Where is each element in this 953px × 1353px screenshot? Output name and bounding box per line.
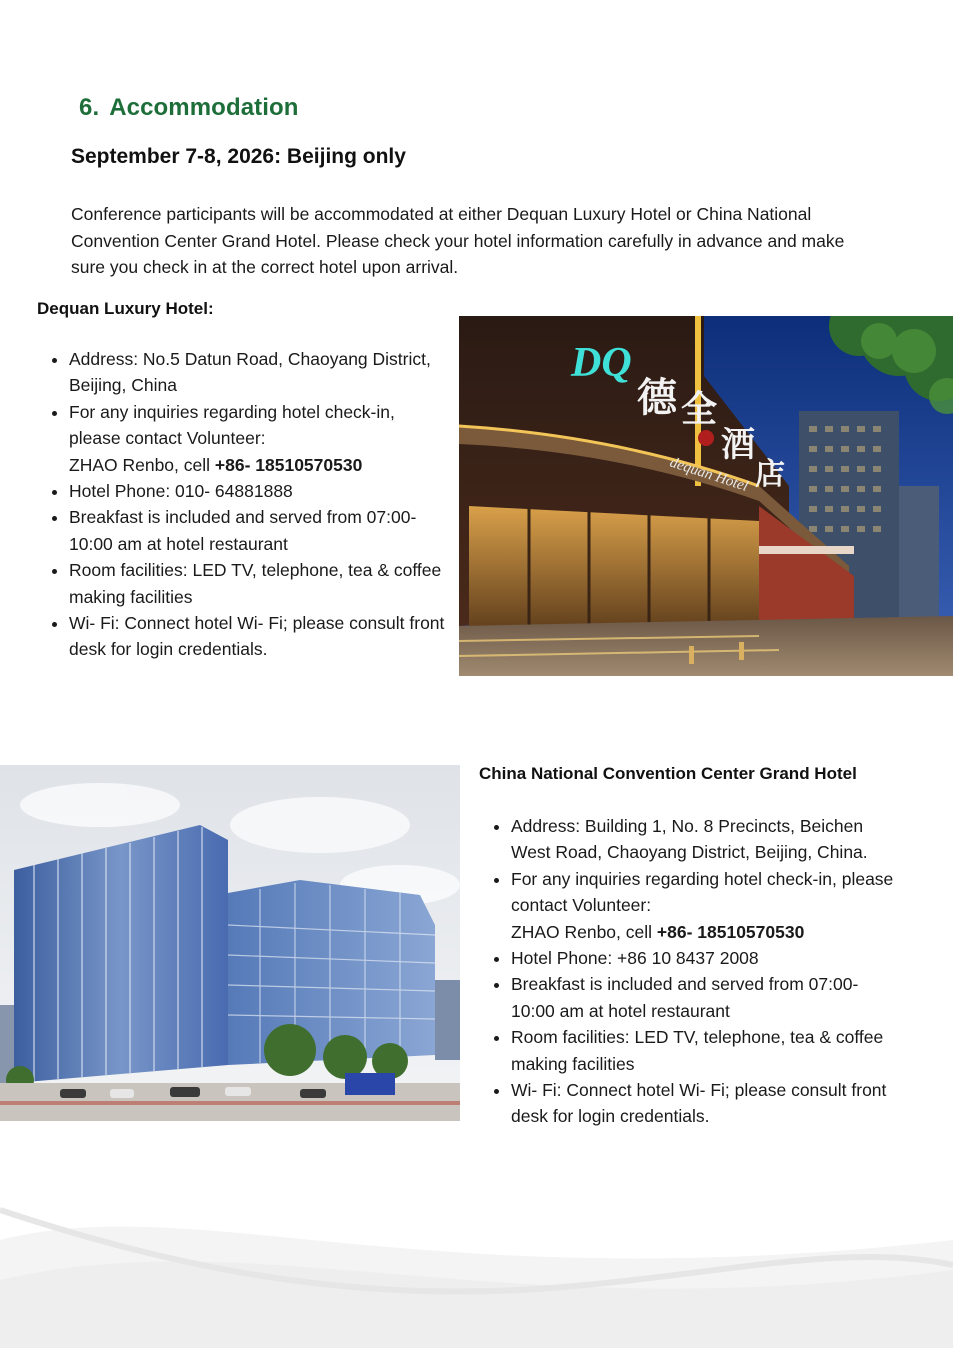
hotel-cncc-facts [479, 813, 899, 1130]
list-item [69, 399, 447, 478]
list-item [511, 866, 899, 945]
list-item [69, 346, 447, 399]
cncc-hotel-photo [0, 765, 460, 1121]
hotel-cncc-name: China National Convention Center Grand Hotel [479, 764, 857, 783]
wifi-text: Wi- Fi: Connect hotel Wi- Fi; please consult front desk for login credentials. [511, 1080, 887, 1127]
section-title [79, 94, 299, 122]
contact-phone[interactable]: +86- 18510570530 [214, 454, 363, 475]
list-item [511, 1024, 899, 1077]
address-text: Address: Building 1, No. 8 Precincts, Beichen West Road, Chaoyang District, Beijing, China. [511, 816, 868, 863]
list-item [511, 945, 899, 971]
section-number: 6. [79, 94, 100, 121]
facilities-text: Room facilities: LED TV, telephone, tea & coffee making facilities [511, 1027, 884, 1074]
intro-paragraph: Conference participants will be accommodated at either Dequan Luxury Hotel or China National Convention Center Grand Hotel. Please check your hotel information carefully in advance and make sure you check in at the correct hotel upon arrival. [71, 204, 845, 277]
address-text: Address: No.5 Datun Road, Chaoyang District, Beijing, China [69, 349, 431, 396]
list-item [69, 610, 447, 663]
sign-logo: DQ [571, 340, 632, 386]
section-title-text: Accommodation [109, 94, 299, 121]
sign-char-4: 店 [755, 457, 785, 492]
hotel-phone-text: Hotel Phone: +86 10 8437 2008 [511, 948, 759, 969]
dequan-hotel-photo [459, 316, 953, 676]
sign-char-2: 全 [681, 389, 718, 430]
decorative-swoosh [0, 1180, 953, 1348]
contact-phone[interactable]: +86- 18510570530 [656, 921, 805, 942]
sign-script: dequan Hotel [667, 454, 750, 495]
hotel-phone-text: Hotel Phone: 010- 64881888 [69, 481, 293, 502]
list-item [69, 478, 447, 504]
list-item [511, 813, 899, 866]
sign-char-3: 酒 [721, 425, 755, 465]
list-item [69, 504, 447, 557]
breakfast-text: Breakfast is included and served from 07:00- 10:00 am at hotel restaurant [511, 974, 859, 1021]
list-item [511, 971, 899, 1024]
hotel-cncc-section [479, 764, 899, 1130]
facilities-text: Room facilities: LED TV, telephone, tea & coffee making facilities [69, 560, 442, 607]
contact-name: ZHAO Renbo, cell [511, 921, 657, 942]
list-item [69, 557, 447, 610]
wifi-text: Wi- Fi: Connect hotel Wi- Fi; please consult front desk for login credentials. [69, 613, 445, 660]
hotel-dequan-section [37, 299, 447, 663]
date-heading: September 7-8, 2026: Beijing only [71, 145, 406, 168]
inquiry-text: For any inquiries regarding hotel check-in, please contact Volunteer: [511, 868, 894, 916]
list-item [511, 1077, 899, 1130]
inquiry-text: For any inquiries regarding hotel check-in, please contact Volunteer: [69, 401, 395, 449]
hotel-dequan-facts [37, 346, 447, 663]
sign-char-1: 德 [637, 375, 677, 421]
breakfast-text: Breakfast is included and served from 07:00- 10:00 am at hotel restaurant [69, 507, 417, 554]
hotel-dequan-name: Dequan Luxury Hotel: [37, 299, 214, 318]
contact-name: ZHAO Renbo, cell [69, 454, 215, 475]
